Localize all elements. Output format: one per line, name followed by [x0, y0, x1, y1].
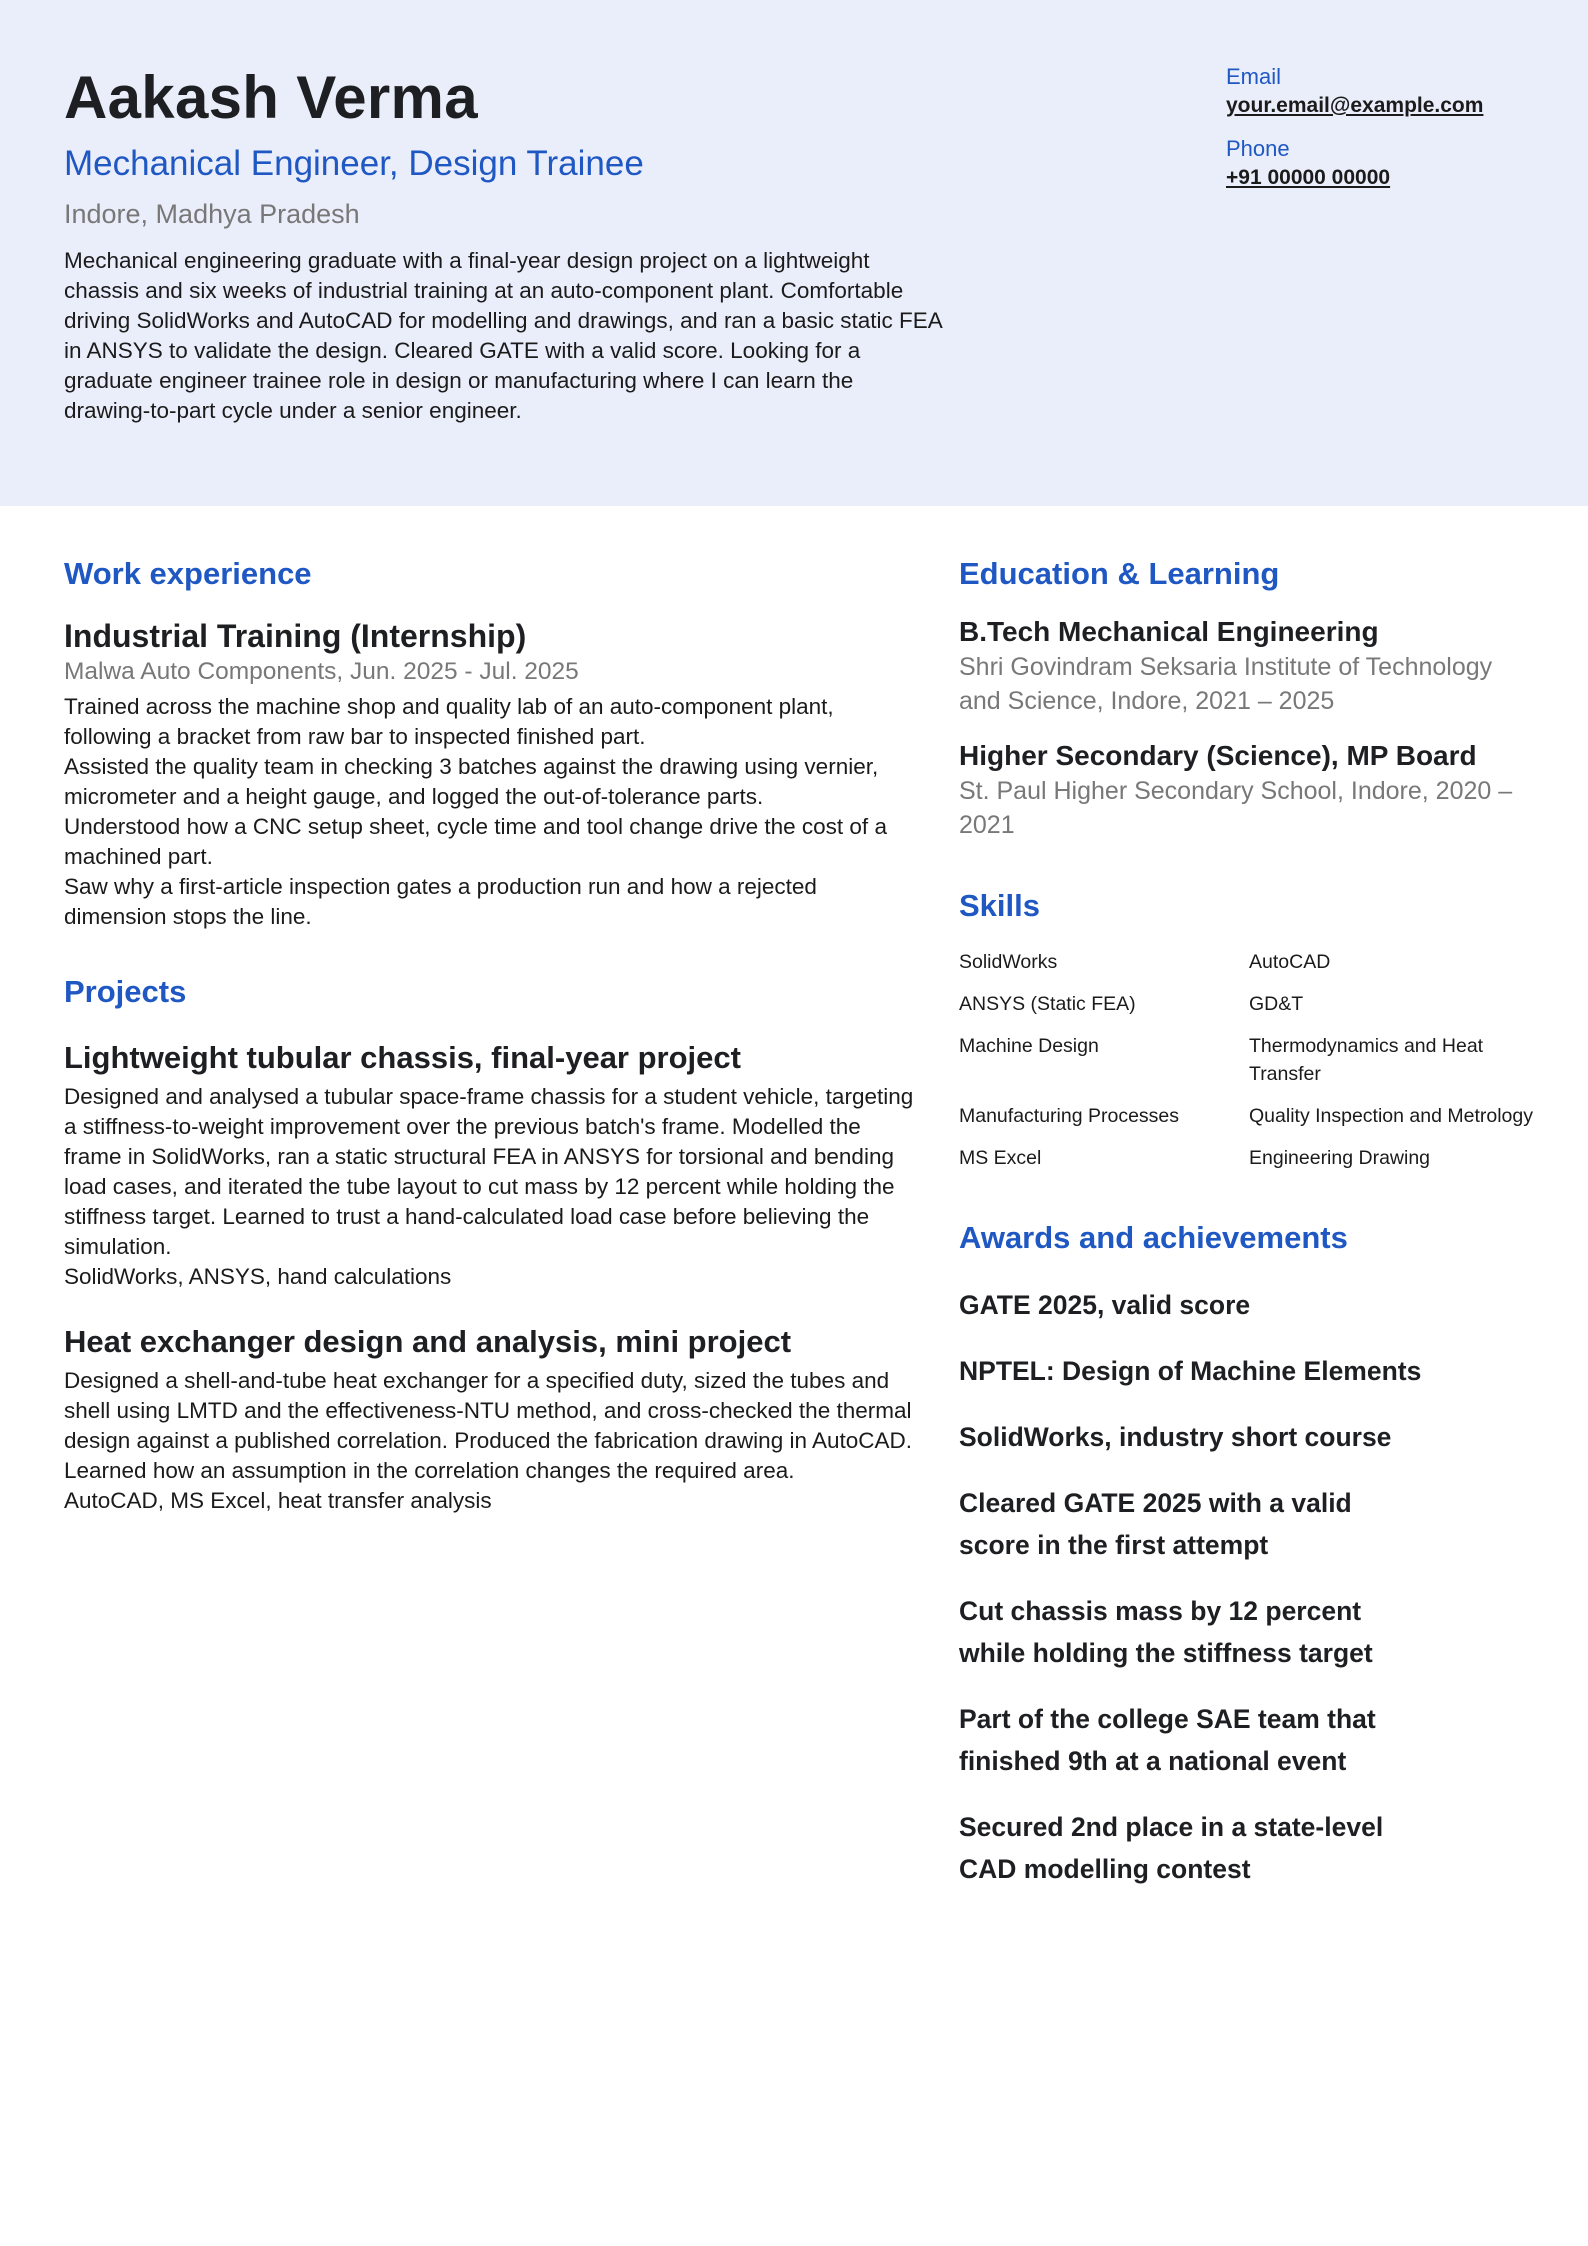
location: Indore, Madhya Pradesh	[64, 199, 360, 229]
project-description: Designed a shell-and-tube heat exchanger for a specified duty, sized the tubes and shell using LMTD and the effectiveness-NTU method, and cross-checked the thermal design against a published correlation. Produced the fabrication drawing in AutoCAD. Learned how an assumption in the correlation changes the required area.	[64, 1368, 913, 1483]
skill-item: SolidWorks	[959, 951, 1058, 973]
skills-heading: Skills	[959, 888, 1040, 923]
project-tools: AutoCAD, MS Excel, heat transfer analysis	[64, 1488, 492, 1513]
award-item: SolidWorks, industry short course	[959, 1422, 1392, 1452]
project-entry	[64, 1038, 914, 1292]
job-bullet: Trained across the machine shop and quality lab of an auto-component plant, following a bracket from raw bar to inspected finished part.	[64, 694, 834, 749]
education-entry	[959, 738, 1539, 842]
summary: Mechanical engineering graduate with a final-year design project on a lightweight chassis and six weeks of industrial training at an auto-component plant. Comfortable driving SolidWorks and AutoCAD for modelling and drawings, and ran a basic static FEA in ANSYS to validate the design. Cleared GATE with a valid score. Looking for a graduate engineer trainee role in design or manufacturing where I can learn the drawing-to-part cycle under a senior engineer.	[64, 248, 942, 423]
job-entry	[64, 616, 914, 932]
degree-title: Higher Secondary (Science), MP Board	[959, 740, 1477, 771]
skill-item: Thermodynamics and Heat Transfer	[1249, 1035, 1484, 1085]
project-title: Heat exchanger design and analysis, mini project	[64, 1324, 792, 1359]
degree-title: B.Tech Mechanical Engineering	[959, 616, 1379, 647]
education-entry	[959, 614, 1539, 718]
skill-item: Engineering Drawing	[1249, 1147, 1431, 1169]
award-item: Part of the college SAE team that finished 9th at a national event	[959, 1704, 1376, 1776]
work-experience-heading: Work experience	[64, 556, 312, 591]
skill-item: Machine Design	[959, 1035, 1099, 1057]
skill-item: MS Excel	[959, 1147, 1042, 1169]
award-item: Secured 2nd place in a state-level CAD modelling contest	[959, 1812, 1384, 1884]
skill-item: GD&T	[1249, 993, 1304, 1015]
skill-item: Manufacturing Processes	[959, 1105, 1180, 1127]
header-main	[64, 62, 944, 426]
skills-list	[959, 948, 1539, 1172]
left-column	[64, 554, 914, 1516]
project-tools: SolidWorks, ANSYS, hand calculations	[64, 1264, 452, 1289]
education-heading: Education & Learning	[959, 556, 1280, 591]
job-bullet: Understood how a CNC setup sheet, cycle time and tool change drive the cost of a machined part.	[64, 814, 887, 869]
right-column	[959, 554, 1539, 1890]
email-label: Email	[1226, 64, 1282, 89]
awards-heading: Awards and achievements	[959, 1220, 1348, 1255]
contact-block	[1226, 62, 1566, 192]
skill-item: Quality Inspection and Metrology	[1249, 1105, 1533, 1127]
award-item: Cut chassis mass by 12 percent while holding the stiffness target	[959, 1596, 1373, 1668]
award-item: Cleared GATE 2025 with a valid score in the first attempt	[959, 1488, 1352, 1560]
skill-item: AutoCAD	[1249, 951, 1331, 973]
job-title-headline: Mechanical Engineer, Design Trainee	[64, 144, 644, 183]
job-title: Industrial Training (Internship)	[64, 618, 527, 654]
project-entry	[64, 1322, 914, 1516]
award-item: GATE 2025, valid score	[959, 1290, 1251, 1320]
email-link[interactable]: your.email@example.com	[1226, 94, 1484, 117]
degree-meta: Shri Govindram Seksaria Institute of Technology and Science, Indore, 2021 – 2025	[959, 653, 1493, 715]
award-item: NPTEL: Design of Machine Elements	[959, 1356, 1422, 1386]
project-description: Designed and analysed a tubular space-frame chassis for a student vehicle, targeting a stiffness-to-weight improvement over the previous batch's frame. Modelled the frame in SolidWorks, ran a static structural FEA in ANSYS for torsional and bending load cases, and iterated the tube layout to cut mass by 12 percent while holding the stiffness target. Learned to trust a hand-calculated load case before believing the simulation.	[64, 1084, 914, 1259]
projects-heading: Projects	[64, 974, 187, 1009]
project-title: Lightweight tubular chassis, final-year project	[64, 1040, 741, 1075]
phone-link[interactable]: +91 00000 00000	[1226, 166, 1391, 189]
job-bullet: Saw why a first-article inspection gates a production run and how a rejected dimension stops the line.	[64, 874, 817, 929]
job-meta: Malwa Auto Components, Jun. 2025 - Jul. 2025	[64, 658, 579, 685]
skill-item: ANSYS (Static FEA)	[959, 993, 1136, 1015]
job-bullet: Assisted the quality team in checking 3 batches against the drawing using vernier, micrometer and a height gauge, and logged the out-of-tolerance parts.	[64, 754, 879, 809]
phone-label: Phone	[1226, 136, 1290, 161]
degree-meta: St. Paul Higher Secondary School, Indore, 2020 – 2021	[959, 777, 1513, 839]
candidate-name: Aakash Verma	[64, 64, 478, 131]
